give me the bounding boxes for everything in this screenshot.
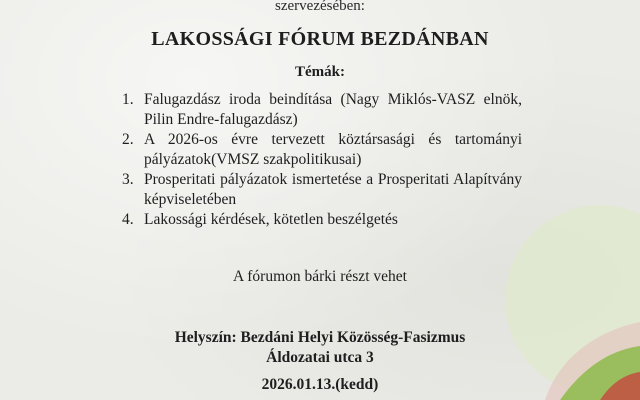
list-item-number: 3. [122,171,134,188]
list-item-text: Prosperitati pályázatok ismertetése a Prosperitati Alapítvány képviseletében [144,171,522,208]
list-item-text: A 2026-os évre tervezett köztársasági és tartományi pályázatok(VMSZ szakpolitikusai) [144,131,522,168]
list-item-number: 1. [122,91,134,108]
list-item [122,170,522,210]
list-item-number: 4. [122,211,134,228]
page-title: LAKOSSÁGI FÓRUM BEZDÁNBAN [151,28,489,50]
topics-heading: Témák: [295,64,345,80]
open-invitation-note: A fórumon bárki részt vehet [233,268,407,285]
organizer-subheading: szervezésében: [275,0,365,14]
location-line-1: Helyszín: Bezdáni Helyi Közösség-Fasizmus [174,329,466,346]
location-line-2: Áldozatai utca 3 [266,349,374,366]
topic-list [122,90,522,230]
list-item [122,130,522,170]
list-item-number: 2. [122,131,134,148]
location-block [0,328,640,368]
event-date: 2026.01.13.(kedd) [261,376,379,393]
list-item-text: Lakossági kérdések, kötetlen beszélgetés [144,211,398,228]
list-item-text: Falugazdász iroda beindítása (Nagy Miklós-VASZ elnök, Pilin Endre-falugazdász) [144,91,522,128]
list-item [122,90,522,130]
list-item [122,210,522,230]
